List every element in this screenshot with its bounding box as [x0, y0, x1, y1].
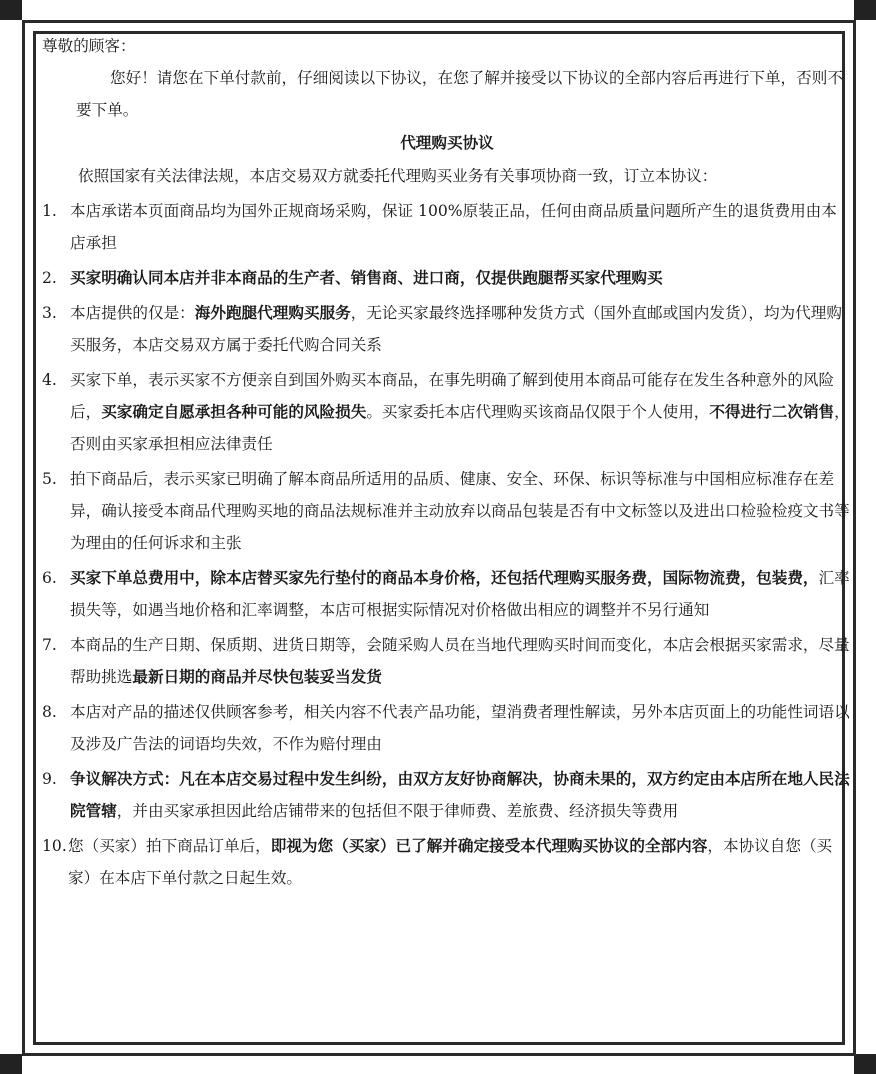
clause-text: [70, 463, 852, 559]
clause-text-segment: 拍下商品后，表示买家已明确了解本商品所适用的品质、健康、安全、环保、标识等标准与中国相应标准存在差异，确认接受本商品代理购买地的商品法规标准并主动放弃以商品包装是否有中文标签以及进出口检验检疫文书等为理由的任何诉求和主张: [70, 470, 850, 552]
agreement-title: 代理购买协议: [400, 133, 494, 152]
clause-item: [42, 195, 852, 259]
clause-number: 8.: [42, 703, 57, 721]
clause-number: 5.: [42, 470, 57, 488]
clause-text-segment: 本商品的生产日期、保质期、进货日期等，会随采购人员在当地代理购买时间而变化，本店会根据买家需求，尽量帮助挑选: [70, 636, 850, 686]
clause-list: [42, 195, 852, 894]
clause-item: [42, 763, 852, 827]
clause-text-segment: 本店对产品的描述仅供顾客参考，相关内容不代表产品功能，望消费者理性解读，另外本店页面上的功能性词语以及涉及广告法的词语均失效，不作为赔付理由: [70, 703, 850, 753]
clause-text: [70, 763, 852, 827]
clause-text-segment: ，并由买家承担因此给店铺带来的包括但不限于律师费、差旅费、经济损失等费用: [116, 802, 679, 820]
clause-item: [42, 297, 852, 361]
corner-mark-bottom-right: [854, 1054, 876, 1074]
clause-text: [70, 629, 852, 693]
clause-number: 3.: [42, 304, 57, 322]
corner-mark-bottom-left: [0, 1054, 22, 1074]
intro-paragraph: 您好！请您在下单付款前，仔细阅读以下协议，在您了解并接受以下协议的全部内容后再进行下单，否则不要下单。: [76, 69, 843, 119]
clause-number: 9.: [42, 770, 57, 788]
clause-text: [68, 830, 852, 894]
clause-text-bold: 不得进行二次销售: [709, 402, 835, 421]
preamble-paragraph: 依照国家有关法律法规，本店交易双方就委托代理购买业务有关事项协商一致，订立本协议：: [78, 167, 718, 185]
clause-text: [70, 262, 852, 294]
corner-mark-top-right: [854, 0, 876, 20]
clause-text-segment: ，本协议自您（买家）在本店下单付款之日起生效。: [68, 837, 833, 887]
clause-number: 7.: [42, 636, 57, 654]
clause-number: 4.: [42, 371, 57, 389]
clause-item: [42, 629, 852, 693]
clause-text-bold: 海外跑腿代理购买服务: [194, 303, 351, 322]
clause-text: [70, 195, 852, 259]
clause-text-segment: 。买家委托本店代理购买该商品仅限于个人使用，: [366, 403, 710, 421]
clause-text-segment: 本店提供的仅是：: [70, 304, 195, 322]
clause-text: [70, 364, 852, 460]
clause-text-bold: 买家明确认同本店并非本商品的生产者、销售商、进口商，仅提供跑腿帮买家代理购买: [70, 268, 663, 287]
clause-text-segment: 买家下单，表示买家不方便亲自到国外购买本商品，在事先明确了解到使用本商品可能存在发生各种意外的风险后，: [70, 371, 835, 421]
clause-text-bold: 买家下单总费用中，除本店替买家先行垫付的商品本身价格，还包括代理购买服务费，国际物流费，包装费，: [70, 568, 819, 587]
clause-text-segment: 您（买家）拍下商品订单后，: [68, 837, 271, 855]
clause-text: [70, 297, 852, 361]
clause-text: [70, 696, 852, 760]
clause-item: [42, 364, 852, 460]
clause-text: [70, 562, 852, 626]
corner-mark-top-left: [0, 0, 22, 20]
clause-text-bold: 即视为您（买家）已了解并确定接受本代理购买协议的全部内容: [270, 836, 708, 855]
clause-text-segment: 本店承诺本页面商品均为国外正规商场采购，保证 100%原装正品，任何由商品质量问题所产生的退货费用由本店承担: [70, 202, 837, 252]
clause-number: 2.: [42, 269, 57, 287]
clause-text-segment: ，否则由买家承担相应法律责任: [70, 403, 850, 453]
clause-item: [42, 262, 852, 294]
clause-item: [42, 463, 852, 559]
salutation: 尊敬的顾客：: [42, 37, 136, 55]
clause-text-bold: 最新日期的商品并尽快包装妥当发货: [132, 667, 382, 686]
agreement-document: [42, 30, 852, 894]
clause-item: [42, 830, 852, 894]
clause-text-segment: ，无论买家最终选择哪种发货方式（国外直邮或国内发货），均为代理购买服务，本店交易双方属于委托代购合同关系: [70, 304, 842, 354]
clause-item: [42, 562, 852, 626]
clause-item: [42, 696, 852, 760]
clause-number: 6.: [42, 569, 57, 587]
clause-text-segment: 汇率损失等，如遇当地价格和汇率调整，本店可根据实际情况对价格做出相应的调整并不另行通知: [70, 569, 850, 619]
clause-number: 1.: [42, 202, 57, 220]
clause-number: 10.: [42, 837, 67, 855]
clause-text-bold: 买家确定自愿承担各种可能的风险损失: [101, 402, 367, 421]
clause-text-bold: 争议解决方式：凡在本店交易过程中发生纠纷，由双方友好协商解决，协商未果的，双方约定由本店所在地人民法院管辖: [70, 769, 850, 820]
